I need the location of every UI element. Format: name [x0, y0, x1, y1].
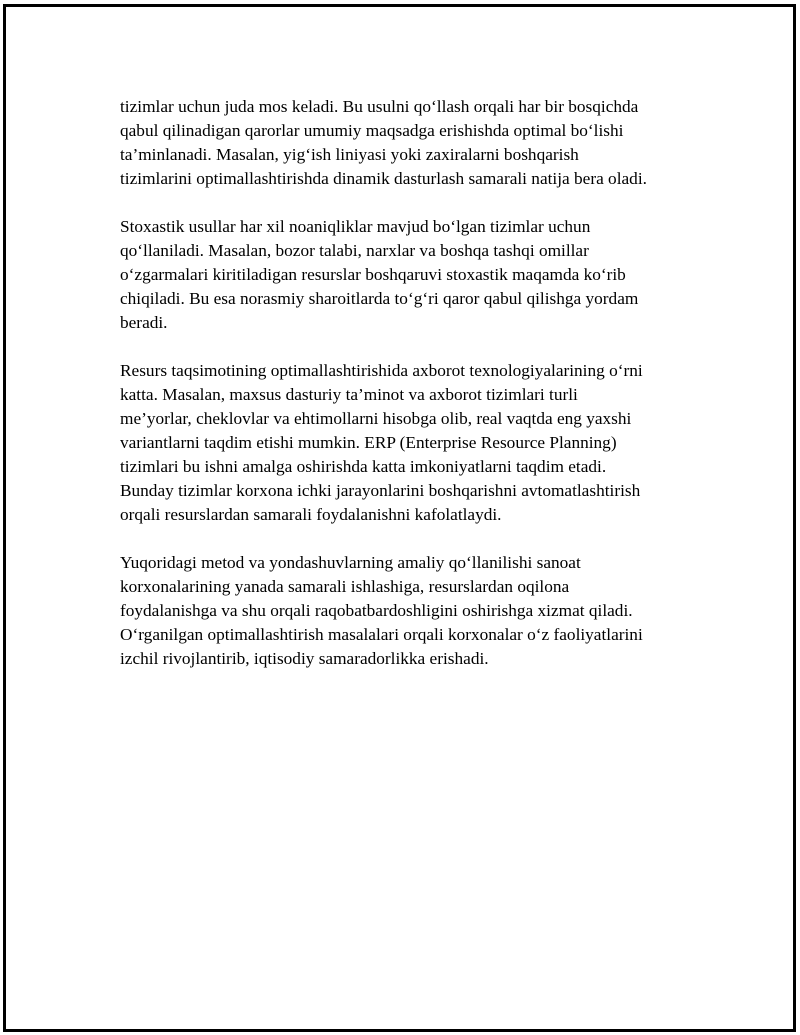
- text-line: Bunday tizimlar korxona ichki jarayonlarini boshqarishni avtomatlashtirish: [120, 481, 641, 500]
- text-line: qo‘llaniladi. Masalan, bozor talabi, narxlar va boshqa tashqi omillar: [120, 241, 589, 260]
- text-line: tizimlarini optimallashtirishda dinamik dasturlash samarali natija bera oladi.: [120, 169, 647, 188]
- text-line: izchil rivojlantirib, iqtisodiy samaradorlikka erishadi.: [120, 649, 489, 668]
- paragraph-4: [120, 551, 690, 671]
- document-body: [120, 95, 690, 695]
- text-line: Stoxastik usullar har xil noaniqliklar mavjud bo‘lgan tizimlar uchun: [120, 217, 591, 236]
- text-line: qabul qilinadigan qarorlar umumiy maqsadga erishishda optimal bo‘lishi: [120, 121, 624, 140]
- text-line: korxonalarining yanada samarali ishlashiga, resurslardan oqilona: [120, 577, 570, 596]
- paragraph-3: [120, 359, 690, 527]
- document-page: [3, 4, 796, 1032]
- paragraph-2: [120, 215, 690, 335]
- paragraph-1: [120, 95, 690, 191]
- text-line: Resurs taqsimotining optimallashtirishida axborot texnologiyalarining o‘rni: [120, 361, 643, 380]
- text-line: ta’minlanadi. Masalan, yig‘ish liniyasi yoki zaxiralarni boshqarish: [120, 145, 579, 164]
- text-line: foydalanishga va shu orqali raqobatbardoshligini oshirishga xizmat qiladi.: [120, 601, 633, 620]
- text-line: orqali resurslardan samarali foydalanishni kafolatlaydi.: [120, 505, 502, 524]
- text-line: tizimlari bu ishni amalga oshirishda katta imkoniyatlarni taqdim etadi.: [120, 457, 607, 476]
- text-line: tizimlar uchun juda mos keladi. Bu usulni qo‘llash orqali har bir bosqichda: [120, 97, 639, 116]
- text-line: O‘rganilgan optimallashtirish masalalari orqali korxonalar o‘z faoliyatlarini: [120, 625, 643, 644]
- text-line: variantlarni taqdim etishi mumkin. ERP (Enterprise Resource Planning): [120, 433, 617, 452]
- text-line: katta. Masalan, maxsus dasturiy ta’minot va axborot tizimlari turli: [120, 385, 578, 404]
- text-line: chiqiladi. Bu esa norasmiy sharoitlarda to‘g‘ri qaror qabul qilishga yordam: [120, 289, 639, 308]
- text-line: beradi.: [120, 313, 168, 332]
- text-line: o‘zgarmalari kiritiladigan resurslar boshqaruvi stoxastik maqamda ko‘rib: [120, 265, 626, 284]
- text-line: me’yorlar, cheklovlar va ehtimollarni hisobga olib, real vaqtda eng yaxshi: [120, 409, 632, 428]
- text-line: Yuqoridagi metod va yondashuvlarning amaliy qo‘llanilishi sanoat: [120, 553, 581, 572]
